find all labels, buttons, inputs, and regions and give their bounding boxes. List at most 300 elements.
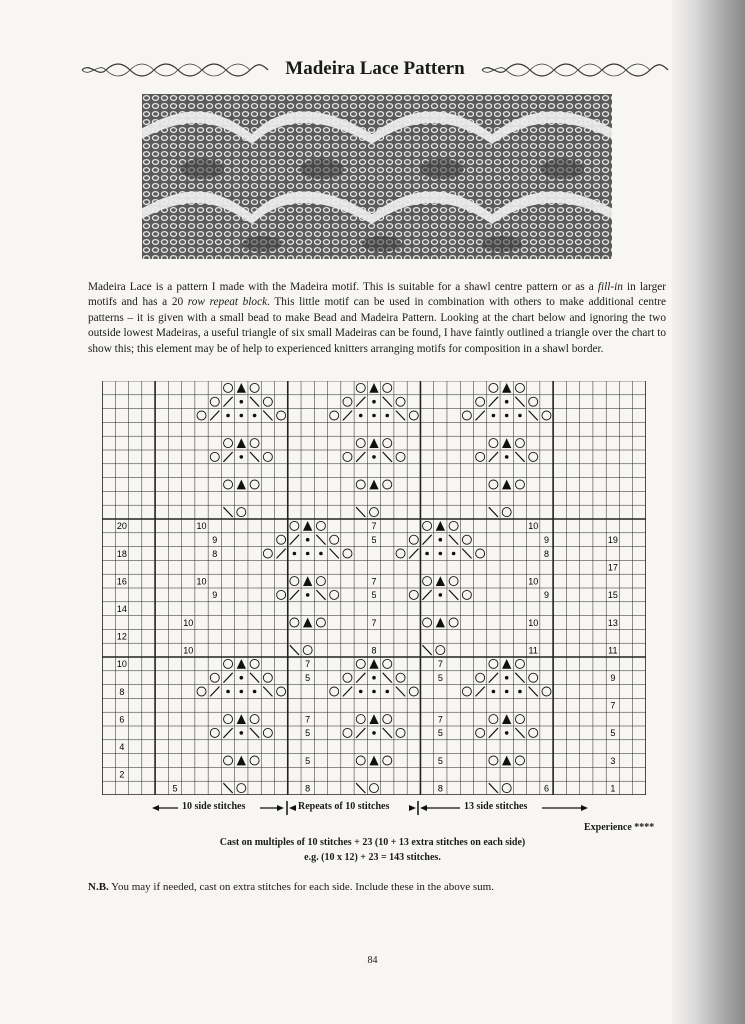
bead-symbol bbox=[240, 690, 244, 694]
inner-stitch-count: 7 bbox=[437, 659, 443, 670]
k2tog-symbol bbox=[489, 728, 498, 738]
right-row-number: 5 bbox=[610, 728, 616, 739]
legend-side-left: 10 side stitches bbox=[182, 801, 246, 812]
bead-symbol bbox=[372, 455, 376, 459]
right-row-number: 9 bbox=[610, 673, 616, 683]
inner-stitch-count: 10 bbox=[196, 576, 207, 587]
k2tog-symbol bbox=[476, 687, 485, 697]
yarn-over-symbol bbox=[237, 784, 246, 793]
right-row-number: 19 bbox=[607, 535, 618, 545]
left-row-number: 8 bbox=[119, 686, 125, 697]
bead-symbol bbox=[240, 414, 244, 418]
yarn-over-symbol bbox=[502, 508, 511, 517]
inner-stitch-count: 10 bbox=[196, 521, 207, 532]
yarn-over-symbol bbox=[396, 452, 405, 461]
yarn-over-symbol bbox=[330, 590, 339, 599]
ssk-symbol bbox=[462, 549, 471, 559]
bead-symbol bbox=[505, 455, 509, 459]
right-row-number: 13 bbox=[607, 617, 618, 628]
inner-stitch-count: 5 bbox=[371, 535, 377, 545]
double-decrease-symbol bbox=[369, 438, 378, 448]
right-row-number: 1 bbox=[610, 783, 616, 794]
ssk-symbol bbox=[529, 687, 538, 697]
inner-stitch-count: 6 bbox=[543, 783, 549, 794]
ssk-symbol bbox=[250, 728, 259, 738]
k2tog-symbol bbox=[356, 397, 365, 407]
double-decrease-symbol bbox=[303, 521, 312, 531]
yarn-over-symbol bbox=[423, 577, 432, 586]
yarn-over-symbol bbox=[476, 673, 485, 682]
k2tog-symbol bbox=[422, 590, 431, 600]
inner-stitch-count: 9 bbox=[543, 535, 549, 545]
bead-symbol bbox=[425, 552, 429, 556]
yarn-over-symbol bbox=[515, 480, 524, 489]
double-decrease-symbol bbox=[502, 756, 511, 766]
ssk-symbol bbox=[316, 535, 325, 545]
double-decrease-symbol bbox=[303, 576, 312, 586]
double-decrease-symbol bbox=[436, 521, 445, 531]
ssk-symbol bbox=[396, 411, 405, 421]
bead-symbol bbox=[306, 552, 310, 556]
yarn-over-symbol bbox=[330, 411, 339, 420]
yarn-over-symbol bbox=[423, 618, 432, 627]
intro-paragraph bbox=[88, 280, 666, 357]
ssk-symbol bbox=[515, 673, 524, 683]
yarn-over-symbol bbox=[330, 687, 339, 696]
yarn-over-symbol bbox=[343, 549, 352, 558]
inner-stitch-count: 7 bbox=[437, 714, 443, 725]
bead-symbol bbox=[293, 552, 297, 556]
yarn-over-symbol bbox=[476, 397, 485, 406]
ssk-symbol bbox=[383, 452, 392, 462]
yarn-over-symbol bbox=[224, 439, 233, 448]
yarn-over-symbol bbox=[489, 480, 498, 489]
ssk-symbol bbox=[515, 397, 524, 407]
yarn-over-symbol bbox=[197, 687, 206, 696]
yarn-over-symbol bbox=[356, 659, 365, 668]
double-decrease-symbol bbox=[237, 438, 246, 448]
bead-symbol bbox=[518, 690, 522, 694]
ssk-symbol bbox=[515, 728, 524, 738]
intro-fill-in: fill-in bbox=[597, 281, 623, 293]
inner-stitch-count: 10 bbox=[528, 521, 539, 532]
k2tog-symbol bbox=[356, 673, 365, 683]
k2tog-symbol bbox=[489, 452, 498, 462]
yarn-over-symbol bbox=[343, 673, 352, 682]
intro-text-1: Madeira Lace is a pattern I made with the Madeira motif. This is suitable for a shawl centre pattern or as a bbox=[88, 281, 598, 293]
bead-symbol bbox=[240, 400, 244, 404]
yarn-over-symbol bbox=[250, 715, 259, 724]
double-decrease-symbol bbox=[303, 618, 312, 628]
yarn-over-symbol bbox=[277, 590, 286, 599]
experience-rating: Experience **** bbox=[584, 822, 655, 833]
yarn-over-symbol bbox=[529, 728, 538, 737]
inner-stitch-count: 7 bbox=[305, 714, 311, 725]
yarn-over-symbol bbox=[396, 397, 405, 406]
k2tog-symbol bbox=[356, 452, 365, 462]
yarn-over-symbol bbox=[476, 452, 485, 461]
inner-stitch-count: 10 bbox=[183, 645, 194, 656]
yarn-over-symbol bbox=[356, 480, 365, 489]
left-row-number: 4 bbox=[119, 742, 125, 752]
yarn-over-symbol bbox=[250, 756, 259, 765]
yarn-over-symbol bbox=[529, 452, 538, 461]
left-row-number: 10 bbox=[116, 659, 127, 670]
k2tog-symbol bbox=[476, 411, 485, 421]
yarn-over-symbol bbox=[263, 452, 272, 461]
lace-swatch-photo bbox=[142, 94, 612, 259]
yarn-over-symbol bbox=[343, 397, 352, 406]
k2tog-symbol bbox=[409, 549, 418, 559]
yarn-over-symbol bbox=[263, 673, 272, 682]
yarn-over-symbol bbox=[409, 411, 418, 420]
yarn-over-symbol bbox=[489, 383, 498, 392]
bead-symbol bbox=[359, 690, 363, 694]
ssk-symbol bbox=[383, 728, 392, 738]
right-row-number: 17 bbox=[607, 562, 618, 573]
knitting-chart bbox=[102, 381, 646, 795]
inner-stitch-count: 7 bbox=[371, 521, 377, 532]
right-flourish bbox=[480, 60, 670, 80]
double-decrease-symbol bbox=[369, 659, 378, 669]
yarn-over-symbol bbox=[462, 687, 471, 696]
bead-symbol bbox=[372, 690, 376, 694]
inner-stitch-count: 8 bbox=[305, 783, 311, 794]
yarn-over-symbol bbox=[436, 646, 445, 655]
ssk-symbol bbox=[250, 397, 259, 407]
inner-stitch-count: 5 bbox=[437, 728, 443, 739]
yarn-over-symbol bbox=[462, 411, 471, 420]
left-row-number: 2 bbox=[119, 769, 125, 780]
k2tog-symbol bbox=[422, 535, 431, 545]
yarn-over-symbol bbox=[396, 673, 405, 682]
right-row-number: 7 bbox=[610, 700, 616, 711]
bead-symbol bbox=[240, 455, 244, 459]
double-decrease-symbol bbox=[369, 480, 378, 490]
nb-label: N.B. bbox=[88, 881, 109, 893]
nb-text: You may if needed, cast on extra stitches for each side. Include these in the above sum. bbox=[108, 881, 494, 893]
yarn-over-symbol bbox=[515, 659, 524, 668]
bead-symbol bbox=[385, 690, 389, 694]
inner-stitch-count: 8 bbox=[543, 548, 549, 559]
bead-symbol bbox=[439, 552, 443, 556]
intro-text-2: in larger motifs and has a 20 bbox=[88, 281, 666, 309]
yarn-over-symbol bbox=[290, 577, 299, 586]
bead-symbol bbox=[452, 552, 456, 556]
yarn-over-symbol bbox=[277, 411, 286, 420]
yarn-over-symbol bbox=[449, 577, 458, 586]
yarn-over-symbol bbox=[423, 521, 432, 530]
yarn-over-symbol bbox=[409, 687, 418, 696]
bead-symbol bbox=[505, 690, 509, 694]
yarn-over-symbol bbox=[303, 646, 312, 655]
yarn-over-symbol bbox=[476, 549, 485, 558]
left-row-number: 18 bbox=[116, 548, 127, 559]
ssk-symbol bbox=[383, 397, 392, 407]
yarn-over-symbol bbox=[383, 659, 392, 668]
yarn-over-symbol bbox=[449, 521, 458, 530]
left-row-number: 12 bbox=[116, 631, 127, 642]
ssk-symbol bbox=[356, 783, 365, 793]
yarn-over-symbol bbox=[224, 383, 233, 392]
inner-stitch-count: 7 bbox=[371, 617, 377, 628]
double-decrease-symbol bbox=[237, 756, 246, 766]
bead-symbol bbox=[372, 400, 376, 404]
yarn-over-symbol bbox=[529, 673, 538, 682]
inner-stitch-count: 9 bbox=[212, 590, 218, 601]
double-decrease-symbol bbox=[436, 576, 445, 586]
yarn-over-symbol bbox=[250, 480, 259, 489]
yarn-over-symbol bbox=[542, 411, 551, 420]
yarn-over-symbol bbox=[290, 521, 299, 530]
ssk-symbol bbox=[489, 507, 498, 517]
bead-symbol bbox=[253, 414, 257, 418]
inner-stitch-count: 11 bbox=[528, 645, 538, 656]
left-row-number: 6 bbox=[119, 714, 125, 725]
yarn-over-symbol bbox=[383, 439, 392, 448]
yarn-over-symbol bbox=[343, 452, 352, 461]
yarn-over-symbol bbox=[356, 715, 365, 724]
legend-repeats: Repeats of 10 stitches bbox=[298, 801, 390, 812]
inner-stitch-count: 7 bbox=[371, 576, 377, 587]
cast-on-instruction: Cast on multiples of 10 stitches + 23 (10 + 13 extra stitches on each side) bbox=[219, 837, 526, 848]
yarn-over-symbol bbox=[210, 397, 219, 406]
nb-note bbox=[88, 881, 494, 893]
bead-symbol bbox=[372, 731, 376, 735]
ssk-symbol bbox=[290, 645, 299, 655]
ssk-symbol bbox=[250, 452, 259, 462]
double-decrease-symbol bbox=[502, 383, 511, 393]
ssk-symbol bbox=[223, 507, 232, 517]
yarn-over-symbol bbox=[409, 590, 418, 599]
bead-symbol bbox=[240, 676, 244, 680]
yarn-over-symbol bbox=[489, 715, 498, 724]
ssk-symbol bbox=[489, 783, 498, 793]
right-row-number: 15 bbox=[607, 590, 618, 601]
bead-symbol bbox=[226, 690, 230, 694]
bead-symbol bbox=[253, 690, 257, 694]
bead-symbol bbox=[505, 414, 509, 418]
bead-symbol bbox=[385, 414, 389, 418]
ssk-symbol bbox=[449, 535, 458, 545]
k2tog-symbol bbox=[343, 411, 352, 421]
k2tog-symbol bbox=[356, 728, 365, 738]
yarn-over-symbol bbox=[489, 756, 498, 765]
double-decrease-symbol bbox=[502, 480, 511, 490]
yarn-over-symbol bbox=[224, 715, 233, 724]
double-decrease-symbol bbox=[237, 383, 246, 393]
yarn-over-symbol bbox=[356, 439, 365, 448]
yarn-over-symbol bbox=[515, 383, 524, 392]
ssk-symbol bbox=[515, 452, 524, 462]
inner-stitch-count: 8 bbox=[437, 783, 443, 794]
title-row bbox=[80, 56, 670, 86]
ssk-symbol bbox=[223, 783, 232, 793]
double-decrease-symbol bbox=[502, 714, 511, 724]
k2tog-symbol bbox=[210, 411, 219, 421]
yarn-over-symbol bbox=[515, 439, 524, 448]
cast-on-example: e.g. (10 x 12) + 23 = 143 stitches. bbox=[304, 852, 441, 863]
yarn-over-symbol bbox=[210, 673, 219, 682]
inner-stitch-count: 5 bbox=[437, 755, 443, 766]
inner-stitch-count: 10 bbox=[528, 617, 539, 628]
bead-symbol bbox=[505, 676, 509, 680]
yarn-over-symbol bbox=[224, 659, 233, 668]
inner-stitch-count: 5 bbox=[172, 783, 178, 794]
ssk-symbol bbox=[316, 590, 325, 600]
stitch-legend bbox=[150, 800, 610, 816]
yarn-over-symbol bbox=[542, 687, 551, 696]
yarn-over-symbol bbox=[476, 728, 485, 737]
yarn-over-symbol bbox=[316, 577, 325, 586]
double-decrease-symbol bbox=[237, 480, 246, 490]
k2tog-symbol bbox=[210, 687, 219, 697]
k2tog-symbol bbox=[489, 397, 498, 407]
k2tog-symbol bbox=[489, 673, 498, 683]
inner-stitch-count: 8 bbox=[371, 645, 377, 656]
page-number: 84 bbox=[367, 955, 378, 966]
right-row-number: 11 bbox=[608, 645, 618, 656]
bead-symbol bbox=[505, 731, 509, 735]
page-gutter-shadow bbox=[672, 0, 745, 1024]
k2tog-symbol bbox=[276, 549, 285, 559]
ssk-symbol bbox=[396, 687, 405, 697]
inner-stitch-count: 8 bbox=[212, 548, 218, 559]
ssk-symbol bbox=[263, 687, 272, 697]
yarn-over-symbol bbox=[462, 535, 471, 544]
yarn-over-symbol bbox=[396, 728, 405, 737]
yarn-over-symbol bbox=[383, 480, 392, 489]
yarn-over-symbol bbox=[449, 618, 458, 627]
legend-side-right: 13 side stitches bbox=[464, 801, 528, 812]
left-row-number: 14 bbox=[116, 604, 127, 614]
yarn-over-symbol bbox=[462, 590, 471, 599]
inner-stitch-count: 9 bbox=[543, 590, 549, 601]
yarn-over-symbol bbox=[383, 383, 392, 392]
k2tog-symbol bbox=[223, 397, 232, 407]
yarn-over-symbol bbox=[502, 784, 511, 793]
yarn-over-symbol bbox=[489, 659, 498, 668]
ssk-symbol bbox=[383, 673, 392, 683]
yarn-over-symbol bbox=[356, 383, 365, 392]
yarn-over-symbol bbox=[515, 715, 524, 724]
page-title: Madeira Lace Pattern bbox=[285, 58, 465, 79]
yarn-over-symbol bbox=[210, 728, 219, 737]
inner-stitch-count: 5 bbox=[437, 673, 443, 683]
double-decrease-symbol bbox=[237, 659, 246, 669]
yarn-over-symbol bbox=[369, 784, 378, 793]
yarn-over-symbol bbox=[343, 728, 352, 737]
double-decrease-symbol bbox=[436, 618, 445, 628]
bead-symbol bbox=[439, 538, 443, 542]
double-decrease-symbol bbox=[502, 659, 511, 669]
ssk-symbol bbox=[330, 549, 339, 559]
yarn-over-symbol bbox=[383, 756, 392, 765]
bead-symbol bbox=[492, 414, 496, 418]
yarn-over-symbol bbox=[330, 535, 339, 544]
right-row-number: 3 bbox=[610, 755, 616, 766]
bead-symbol bbox=[492, 690, 496, 694]
bead-symbol bbox=[359, 414, 363, 418]
yarn-over-symbol bbox=[529, 397, 538, 406]
inner-stitch-count: 5 bbox=[305, 728, 311, 739]
yarn-over-symbol bbox=[316, 521, 325, 530]
inner-stitch-count: 7 bbox=[305, 659, 311, 670]
k2tog-symbol bbox=[290, 590, 299, 600]
ssk-symbol bbox=[529, 411, 538, 421]
yarn-over-symbol bbox=[250, 439, 259, 448]
yarn-over-symbol bbox=[489, 439, 498, 448]
bead-symbol bbox=[319, 552, 323, 556]
left-row-number: 20 bbox=[116, 521, 127, 532]
left-row-number: 16 bbox=[116, 576, 127, 587]
yarn-over-symbol bbox=[237, 508, 246, 517]
inner-stitch-count: 5 bbox=[371, 590, 377, 601]
yarn-over-symbol bbox=[290, 618, 299, 627]
bead-symbol bbox=[439, 593, 443, 597]
yarn-over-symbol bbox=[250, 659, 259, 668]
yarn-over-symbol bbox=[369, 508, 378, 517]
bead-symbol bbox=[306, 593, 310, 597]
yarn-over-symbol bbox=[316, 618, 325, 627]
yarn-over-symbol bbox=[263, 397, 272, 406]
yarn-over-symbol bbox=[263, 728, 272, 737]
inner-stitch-count: 10 bbox=[528, 576, 539, 587]
k2tog-symbol bbox=[290, 535, 299, 545]
inner-stitch-count: 9 bbox=[212, 535, 218, 545]
double-decrease-symbol bbox=[369, 714, 378, 724]
yarn-over-symbol bbox=[210, 452, 219, 461]
bead-symbol bbox=[518, 414, 522, 418]
yarn-over-symbol bbox=[224, 756, 233, 765]
intro-text-3: . This little motif can be used in combination with others to make additional centre patterns – it is given with a small bead to make Bead and Madeira Pattern. Looking at the chart below and ignoring the two outside lowest Madeiras, a useful triangle of six small Madeiras can be found, I have faintly outlined a triangle over the chart to show this; this element may be of help to experienced knitters arranging motifs for composition in a shawl border. bbox=[88, 296, 666, 355]
double-decrease-symbol bbox=[369, 756, 378, 766]
k2tog-symbol bbox=[223, 452, 232, 462]
yarn-over-symbol bbox=[250, 383, 259, 392]
ssk-symbol bbox=[356, 507, 365, 517]
double-decrease-symbol bbox=[502, 438, 511, 448]
bead-symbol bbox=[306, 538, 310, 542]
yarn-over-symbol bbox=[277, 687, 286, 696]
ssk-symbol bbox=[449, 590, 458, 600]
ssk-symbol bbox=[422, 645, 431, 655]
double-decrease-symbol bbox=[237, 714, 246, 724]
double-decrease-symbol bbox=[369, 383, 378, 393]
inner-stitch-count: 5 bbox=[305, 673, 311, 683]
bead-symbol bbox=[240, 731, 244, 735]
yarn-over-symbol bbox=[396, 549, 405, 558]
yarn-over-symbol bbox=[409, 535, 418, 544]
intro-row-repeat: row repeat block bbox=[187, 296, 268, 309]
bead-symbol bbox=[372, 414, 376, 418]
bead-symbol bbox=[505, 400, 509, 404]
k2tog-symbol bbox=[343, 687, 352, 697]
k2tog-symbol bbox=[223, 673, 232, 683]
bead-symbol bbox=[372, 676, 376, 680]
yarn-over-symbol bbox=[224, 480, 233, 489]
inner-stitch-count: 5 bbox=[305, 755, 311, 766]
ssk-symbol bbox=[263, 411, 272, 421]
yarn-over-symbol bbox=[263, 549, 272, 558]
yarn-over-symbol bbox=[277, 535, 286, 544]
k2tog-symbol bbox=[223, 728, 232, 738]
yarn-over-symbol bbox=[197, 411, 206, 420]
bead-symbol bbox=[226, 414, 230, 418]
yarn-over-symbol bbox=[515, 756, 524, 765]
inner-stitch-count: 10 bbox=[183, 617, 194, 628]
ssk-symbol bbox=[250, 673, 259, 683]
yarn-over-symbol bbox=[356, 756, 365, 765]
